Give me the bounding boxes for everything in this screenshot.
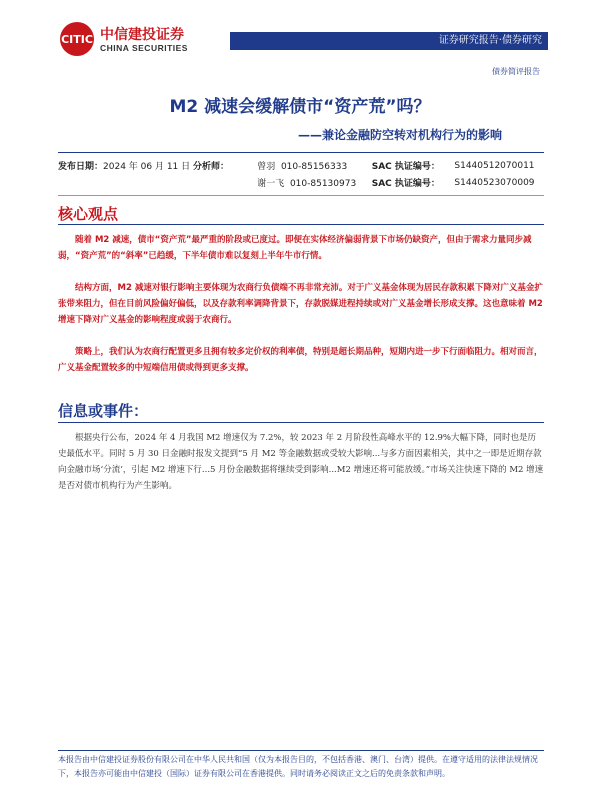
report-subtitle: ——兼论金融防空转对机构行为的影响: [297, 128, 502, 142]
sac-label: SAC 执证编号：: [371, 179, 440, 189]
event-paragraph: 根据央行公布，2024 年 4 月我国 M2 增速仅为 7.2%，较 2023 年 2 月阶段性高峰水平的 12.9%大幅下降，同时也是历史最低水平。同时 5 月 30 日金融时报发文提到“5 月 M2 等金融数据或受较大影响...与多方面因素相关，其中之一即是近期存款向金融市场‘分流’，引起 M2 增速下行...5 月份金融数据将继续受到影响...M2 增速还将可能放缓。”市场关注快速下降的 M2 增速是否对债市机构行为产生影响。: [58, 433, 544, 491]
divider: [58, 422, 544, 423]
publish-date: 2024 年 06 月 11 日: [103, 162, 191, 172]
analyst-phone: 010-85130973: [289, 179, 357, 189]
date-label: 发布日期：: [58, 162, 104, 172]
analyst-label: 分析师：: [193, 162, 230, 172]
logo-cn-text: 中信建投证券: [100, 27, 184, 43]
report-type: 债券简评报告: [492, 67, 540, 76]
logo-en-text: CHINA SECURITIES: [100, 43, 188, 53]
sac-number: S1440512070011: [454, 160, 535, 171]
logo-seal-icon: CITIC: [60, 22, 94, 56]
analyst-name: 谢一飞: [257, 179, 285, 189]
sac-number: S1440523070009: [454, 177, 535, 188]
report-category-banner: 证券研究报告·债券研究: [230, 32, 548, 50]
core-heading: 核心观点: [58, 205, 119, 223]
core-paragraph: 随着 M2 减速，债市“资产荒”最严重的阶段或已度过。即便在实体经济偏弱背景下市场仍缺资产，但由于需求力量同步减弱，“资产荒”的“斜率”已趋缓，下半年债市难以复刻上半年牛市行情。: [58, 235, 532, 261]
meta-row: [58, 174, 544, 191]
analyst-name: 曾羽: [257, 162, 276, 172]
core-paragraph: 结构方面，M2 减速对银行影响主要体现为农商行负债端不再非常充沛。对于广义基金体现为居民存款积累下降对广义基金扩张带来阻力，但在目前风险偏好偏低，以及存款利率调降背景下，存款脱媒进程持续或对广义基金增长形成支撑。这也意味着 M2 增速下降对广义基金的影响程度或弱于农商行。: [58, 283, 543, 325]
company-logo: [60, 22, 190, 58]
disclaimer-footer: 本报告由中信建投证券股份有限公司在中华人民共和国（仅为本报告目的，不包括香港、澳门、台湾）提供。在遵守适用的法律法规情况下，本报告亦可能由中信建投（国际）证券有限公司在香港提供。同时请务必阅读正文之后的免责条款和声明。: [58, 750, 544, 781]
report-title: M2 减速会缓解债市“资产荒”吗？: [169, 97, 431, 117]
analyst-phone: 010-85156333: [280, 162, 348, 172]
meta-row: [58, 157, 544, 174]
report-meta: [58, 152, 544, 196]
event-heading: 信息或事件：: [58, 402, 149, 420]
core-paragraph: 策略上，我们认为农商行配置更多且拥有较多定价权的利率债，特别是超长期品种，短期内进一步下行面临阻力。相对而言，广义基金配置较多的中短端信用债或得到更多支撑。: [58, 347, 543, 373]
sac-label: SAC 执证编号：: [371, 162, 440, 172]
divider: [58, 224, 544, 225]
